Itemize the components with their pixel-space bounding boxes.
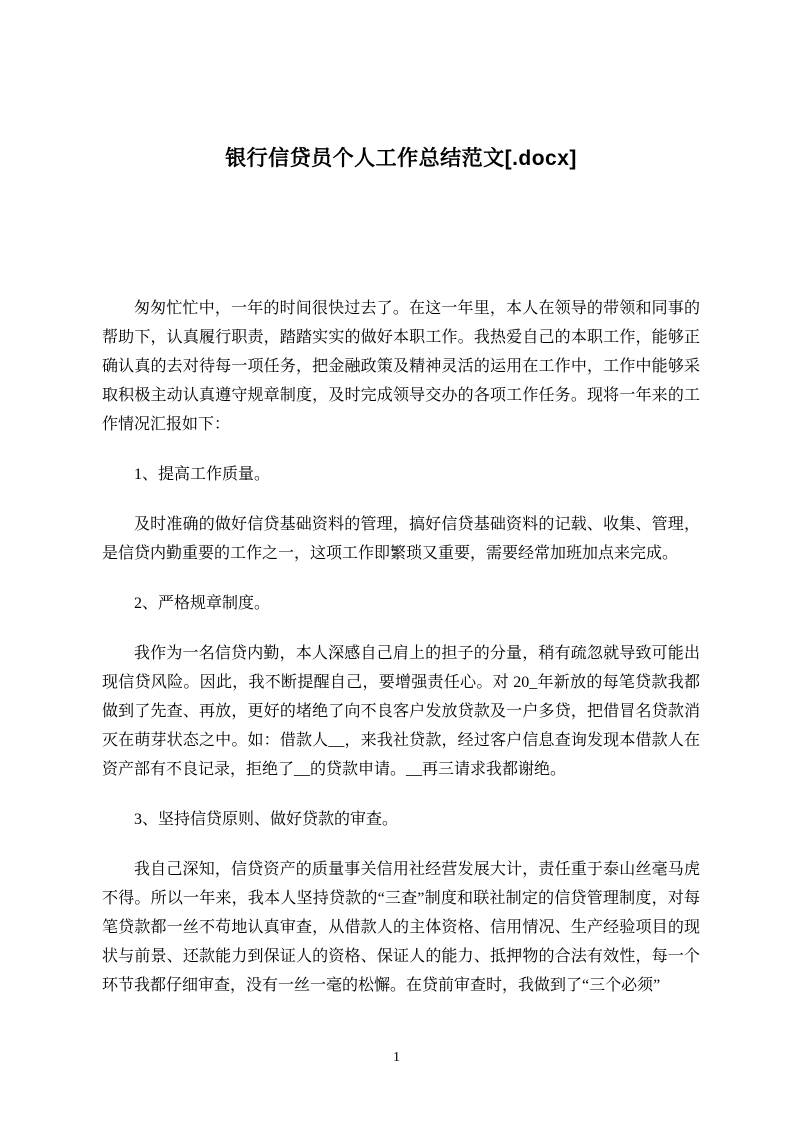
paragraph-intro: 匆匆忙忙中，一年的时间很快过去了。在这一年里，本人在领导的带领和同事的帮助下，认真履行职责，踏踏实实的做好本职工作。我热爱自己的本职工作，能够正确认真的去对待每一项任务，把金融政策及精神灵活的运用在工作中，工作中能够采取积极主动认真遵守规章制度，及时完成领导交办的各项工作任务。现将一年来的工作情况汇报如下： <box>102 300 700 433</box>
paragraph-item-1-body: 及时准确的做好信贷基础资料的管理，搞好信贷基础资料的记载、收集、管理，是信贷内勤重要的工作之一，这项工作即繁琐又重要，需要经常加班加点来完成。 <box>102 516 700 562</box>
document-title: 银行信贷员个人工作总结范文[.docx] <box>225 147 577 170</box>
heading-item-3: 3、坚持信贷原则、做好贷款的审查。 <box>134 811 399 828</box>
heading-item-2: 2、严格规章制度。 <box>134 595 271 612</box>
page-number: 1 <box>393 1050 400 1065</box>
heading-item-1: 1、提高工作质量。 <box>134 466 271 483</box>
paragraph-item-3-body: 我自己深知，信贷资产的质量事关信用社经营发展大计，责任重于泰山丝毫马虎不得。所以一年来，我本人坚持贷款的“三查”制度和联社制定的信贷管理制度，对每笔贷款都一丝不苟地认真审查，从借款人的主体资格、信用情况、生产经验项目的现状与前景、还款能力到保证人的资格、保证人的能力、抵押物的合法有效性，每一个环节我都仔细审查，没有一丝一毫的松懈。在贷前审查时，我做到了“三个必须” <box>102 861 700 994</box>
paragraph-item-2-body: 我作为一名信贷内勤，本人深感自己肩上的担子的分量，稍有疏忽就导致可能出现信贷风险。因此，我不断提醒自己，要增强责任心。对 20_年新放的每笔贷款我都做到了先查、再放，更好的堵绝了向不良客户发放贷款及一户多贷，把借冒名贷款消灭在萌芽状态之中。如：借款人__，来我社贷款，经过客户信息查询发现本借款人在资产部有不良记录，拒绝了__的贷款申请。__再三请求我都谢绝。 <box>102 645 700 778</box>
page-footer <box>0 1048 793 1068</box>
